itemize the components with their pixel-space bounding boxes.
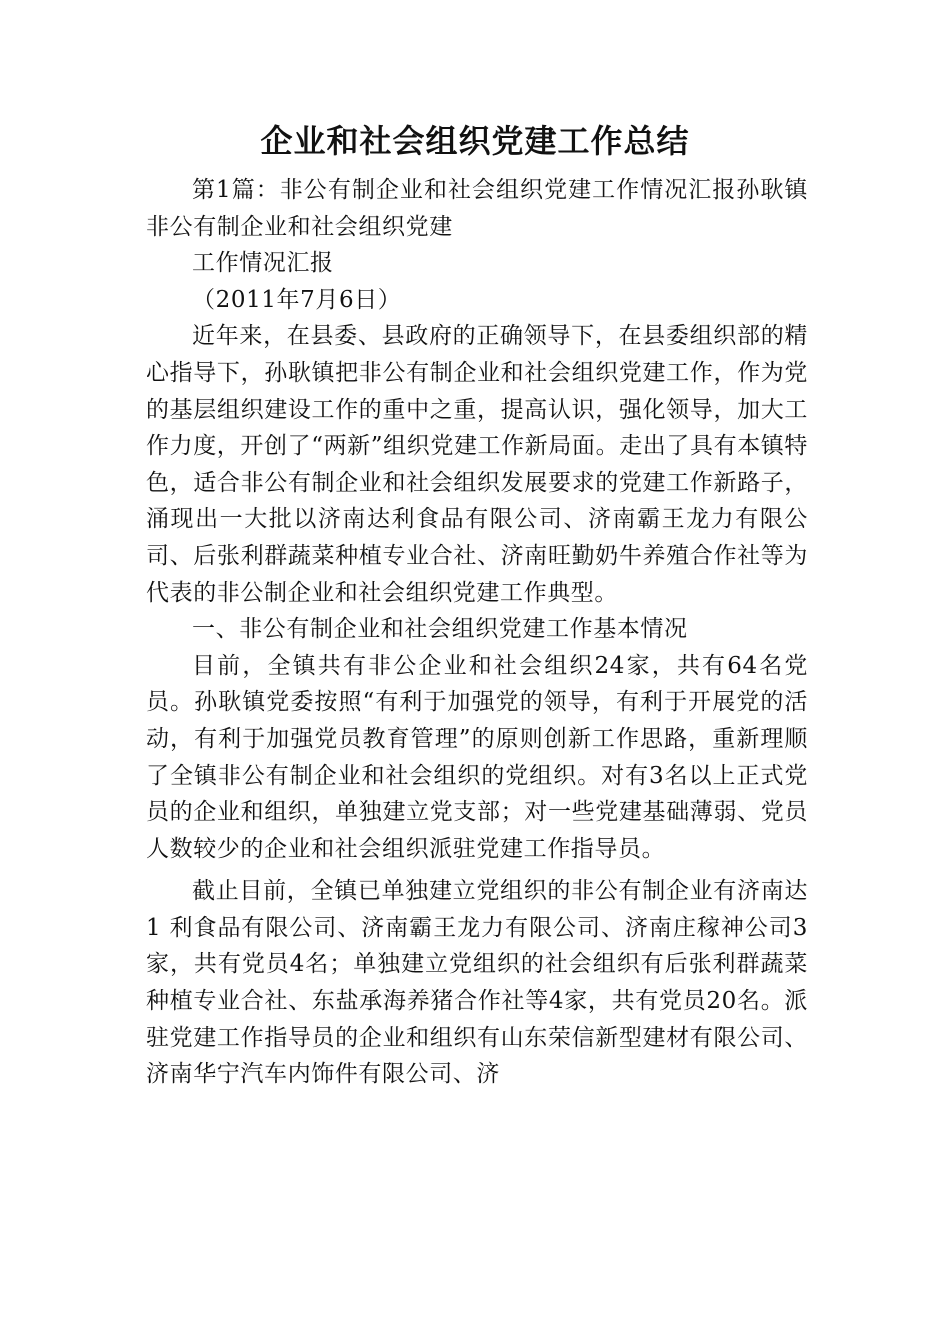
paragraph-basic-situation: 目前，全镇共有非公企业和社会组织24家，共有64名党员。孙耿镇党委按照“有利于加强党的领导，有利于开展党的活动，有利于加强党员教育管理”的原则创新工作思路，重新理顺了全镇非公有制企业和社会组织的党组织。对有3名以上正式党员的企业和组织，单独建立党支部；对一些党建基础薄弱、党员人数较少的企业和社会组织派驻党建工作指导员。 [146,652,808,862]
paragraph-current-status: 截止目前，全镇已单独建立党组织的非公有制企业有济南达 1 利食品有限公司、济南霸王龙力有限公司、济南庄稼神公司3家，共有党员4名；单独建立党组织的社会组织有后张利群蔬菜种植专业合社、东盐承海养猪合作社等4家，共有党员20名。派驻党建工作指导员的企业和组织有山东荣信新型建材有限公司、济南华宁汽车内饰件有限公司、济 [146,878,808,1088]
paragraph-heading-part1: 第1篇：非公有制企业和社会组织党建工作情况汇报孙耿镇非公有制企业和社会组织党建 [146,177,808,240]
document-body [146,172,808,1093]
paragraph-section-heading: 一、非公有制企业和社会组织党建工作基本情况 [192,616,688,643]
paragraph-report-title: 工作情况汇报 [192,250,334,277]
document-title: 企业和社会组织党建工作总结 [260,122,690,160]
paragraph-introduction: 近年来，在县委、县政府的正确领导下，在县委组织部的精心指导下，孙耿镇把非公有制企业和社会组织党建工作，作为党的基层组织建设工作的重中之重，提高认识，强化领导，加大工作力度，开创了“两新”组织党建工作新局面。走出了具有本镇特色，适合非公有制企业和社会组织发展要求的党建工作新路子，涌现出一大批以济南达利食品有限公司、济南霸王龙力有限公司、后张利群蔬菜种植专业合社、济南旺勤奶牛养殖合作社等为代表的非公制企业和社会组织党建工作典型。 [146,323,808,606]
paragraph-date: （2011年7月6日） [192,286,402,313]
